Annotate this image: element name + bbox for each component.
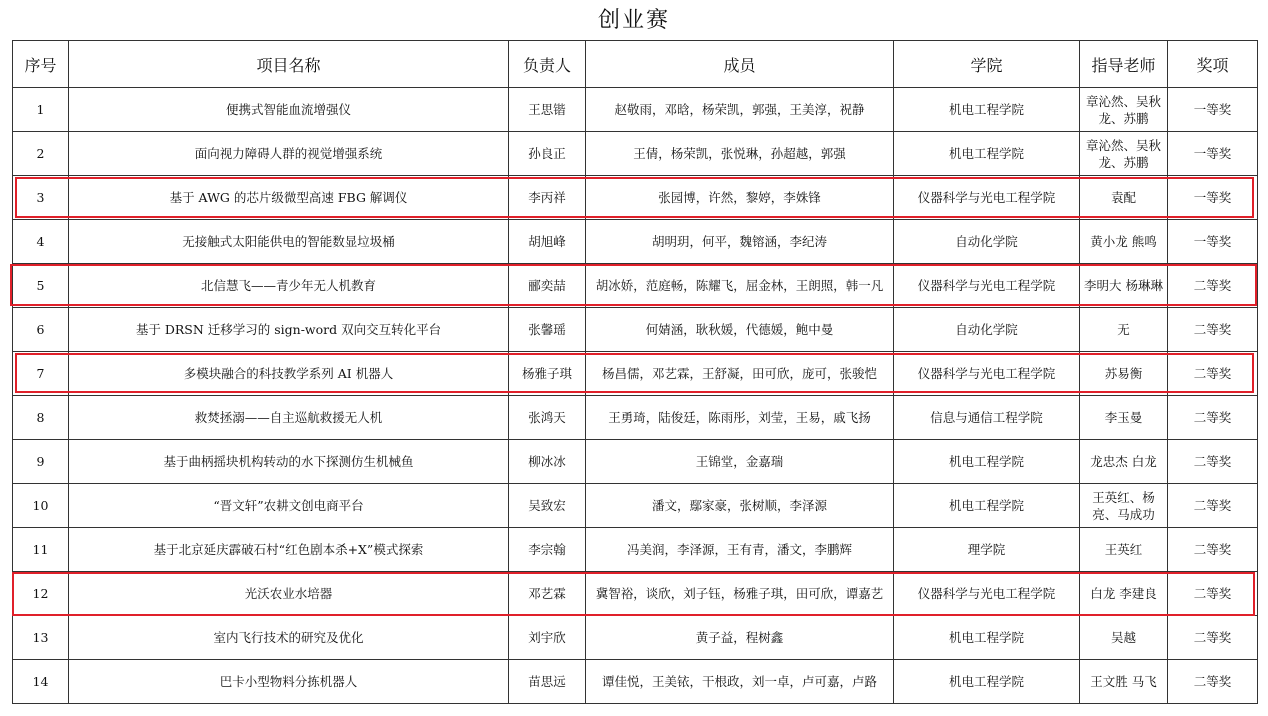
- cell-index: 9: [13, 440, 69, 484]
- cell-project: 救焚拯溺——自主巡航救援无人机: [69, 396, 509, 440]
- cell-award: 二等奖: [1168, 440, 1258, 484]
- cell-index: 11: [13, 528, 69, 572]
- cell-college: 自动化学院: [894, 308, 1080, 352]
- cell-leader: 郦奕喆: [509, 264, 586, 308]
- cell-advisor: 龙忠杰 白龙: [1080, 440, 1168, 484]
- header-college: 学院: [894, 41, 1080, 88]
- cell-leader: 李丙祥: [509, 176, 586, 220]
- cell-advisor: 王文胜 马飞: [1080, 660, 1168, 704]
- cell-leader: 李宗翰: [509, 528, 586, 572]
- cell-members: 谭佳悦，王美铱，干根政，刘一卓，卢可嘉，卢路: [586, 660, 894, 704]
- cell-leader: 张鸿天: [509, 396, 586, 440]
- table-row: [13, 220, 1258, 264]
- header-advisor: 指导老师: [1080, 41, 1168, 88]
- cell-index: 14: [13, 660, 69, 704]
- cell-leader: 邓艺霖: [509, 572, 586, 616]
- highlight-box-row-7: [15, 353, 1254, 393]
- cell-advisor: 黄小龙 熊鸣: [1080, 220, 1168, 264]
- cell-project: 面向视力障碍人群的视觉增强系统: [69, 132, 509, 176]
- cell-award: 二等奖: [1168, 484, 1258, 528]
- cell-project: 基于曲柄摇块机构转动的水下探测仿生机械鱼: [69, 440, 509, 484]
- cell-advisor: 白龙 李建良: [1080, 572, 1168, 616]
- cell-college: 理学院: [894, 528, 1080, 572]
- cell-college: 仪器科学与光电工程学院: [894, 352, 1080, 396]
- cell-project: 便携式智能血流增强仪: [69, 88, 509, 132]
- cell-leader: 胡旭峰: [509, 220, 586, 264]
- table-row: [13, 528, 1258, 572]
- cell-college: 仪器科学与光电工程学院: [894, 176, 1080, 220]
- cell-college: 机电工程学院: [894, 616, 1080, 660]
- header-leader: 负责人: [509, 41, 586, 88]
- header-project: 项目名称: [69, 41, 509, 88]
- cell-leader: 孙良正: [509, 132, 586, 176]
- table-row: [13, 88, 1258, 132]
- cell-advisor: 吴越: [1080, 616, 1168, 660]
- cell-college: 机电工程学院: [894, 660, 1080, 704]
- cell-college: 仪器科学与光电工程学院: [894, 572, 1080, 616]
- cell-leader: 吴致宏: [509, 484, 586, 528]
- cell-college: 机电工程学院: [894, 440, 1080, 484]
- cell-members: 黄子益，程树鑫: [586, 616, 894, 660]
- cell-award: 二等奖: [1168, 264, 1258, 308]
- cell-award: 一等奖: [1168, 220, 1258, 264]
- cell-award: 一等奖: [1168, 132, 1258, 176]
- cell-college: 机电工程学院: [894, 484, 1080, 528]
- cell-members: 杨昌儒，邓艺霖，王舒凝，田可欣，庞可，张骏恺: [586, 352, 894, 396]
- cell-award: 二等奖: [1168, 616, 1258, 660]
- cell-advisor: 袁配: [1080, 176, 1168, 220]
- cell-members: 张园博，许然，黎婷，李姝锋: [586, 176, 894, 220]
- cell-members: 赵敬雨，邓晗，杨荣凯，郭强，王美淳，祝静: [586, 88, 894, 132]
- cell-members: 王倩，杨荣凯，张悦琳，孙超越，郭强: [586, 132, 894, 176]
- table-header-row: [13, 41, 1258, 88]
- cell-college: 机电工程学院: [894, 132, 1080, 176]
- cell-project: 基于 DRSN 迁移学习的 sign-word 双向交互转化平台: [69, 308, 509, 352]
- cell-members: 胡冰娇，范庭畅，陈耀飞，屈金林，王朗照，韩一凡: [586, 264, 894, 308]
- cell-leader: 张馨瑶: [509, 308, 586, 352]
- cell-index: 10: [13, 484, 69, 528]
- header-award: 奖项: [1168, 41, 1258, 88]
- cell-award: 一等奖: [1168, 88, 1258, 132]
- cell-index: 12: [13, 572, 69, 616]
- cell-project: 巴卡小型物料分拣机器人: [69, 660, 509, 704]
- cell-project: “晋文轩”农耕文创电商平台: [69, 484, 509, 528]
- cell-index: 7: [13, 352, 69, 396]
- cell-advisor: 王英红: [1080, 528, 1168, 572]
- cell-index: 2: [13, 132, 69, 176]
- cell-award: 二等奖: [1168, 572, 1258, 616]
- highlight-box-row-3: [15, 177, 1254, 218]
- table-row: [13, 660, 1258, 704]
- cell-index: 8: [13, 396, 69, 440]
- cell-award: 二等奖: [1168, 396, 1258, 440]
- header-members: 成员: [586, 41, 894, 88]
- cell-advisor: 王英红、杨亮、马成功: [1080, 484, 1168, 528]
- table-row: [13, 396, 1258, 440]
- header-index: 序号: [13, 41, 69, 88]
- cell-project: 基于 AWG 的芯片级微型高速 FBG 解调仪: [69, 176, 509, 220]
- highlight-box-row-5: [10, 264, 1257, 306]
- cell-advisor: 李明大 杨琳琳: [1080, 264, 1168, 308]
- cell-award: 一等奖: [1168, 176, 1258, 220]
- cell-advisor: 章沁然、吴秋龙、苏鹏: [1080, 88, 1168, 132]
- cell-project: 无接触式太阳能供电的智能数显垃圾桶: [69, 220, 509, 264]
- cell-advisor: 无: [1080, 308, 1168, 352]
- cell-award: 二等奖: [1168, 308, 1258, 352]
- cell-index: 3: [13, 176, 69, 220]
- cell-leader: 刘宇欣: [509, 616, 586, 660]
- highlight-box-row-12: [12, 572, 1255, 616]
- cell-college: 机电工程学院: [894, 88, 1080, 132]
- cell-index: 4: [13, 220, 69, 264]
- table-row: [13, 484, 1258, 528]
- cell-index: 13: [13, 616, 69, 660]
- cell-college: 自动化学院: [894, 220, 1080, 264]
- cell-members: 胡明玥，何平，魏镕涵，李纪涛: [586, 220, 894, 264]
- cell-award: 二等奖: [1168, 660, 1258, 704]
- cell-college: 信息与通信工程学院: [894, 396, 1080, 440]
- cell-leader: 苗思远: [509, 660, 586, 704]
- cell-project: 多模块融合的科技教学系列 AI 机器人: [69, 352, 509, 396]
- table-row: [13, 132, 1258, 176]
- cell-advisor: 李玉曼: [1080, 396, 1168, 440]
- cell-award: 二等奖: [1168, 352, 1258, 396]
- cell-project: 北信慧飞——青少年无人机教育: [69, 264, 509, 308]
- cell-members: 潘文，鄢家豪，张树顺，李泽源: [586, 484, 894, 528]
- cell-project: 光沃农业水培器: [69, 572, 509, 616]
- table-row: [13, 440, 1258, 484]
- cell-members: 王勇琦，陆俊廷，陈雨彤，刘莹，王易，戚飞扬: [586, 396, 894, 440]
- cell-members: 冀智裕，谈欣，刘子钰，杨雅子琪，田可欣，谭嘉艺: [586, 572, 894, 616]
- cell-members: 王锦堂，金嘉瑞: [586, 440, 894, 484]
- cell-advisor: 苏易衡: [1080, 352, 1168, 396]
- cell-project: 基于北京延庆霹破石村“红色剧本杀+X”模式探索: [69, 528, 509, 572]
- cell-college: 仪器科学与光电工程学院: [894, 264, 1080, 308]
- cell-members: 冯美润，李泽源，王有青，潘文，李鹏辉: [586, 528, 894, 572]
- cell-index: 1: [13, 88, 69, 132]
- table-row: [13, 308, 1258, 352]
- cell-project: 室内飞行技术的研究及优化: [69, 616, 509, 660]
- table-row: [13, 616, 1258, 660]
- cell-index: 6: [13, 308, 69, 352]
- page-title: 创业赛: [597, 8, 670, 33]
- cell-leader: 王思锴: [509, 88, 586, 132]
- cell-award: 二等奖: [1168, 528, 1258, 572]
- cell-members: 何婧涵，耿秋媛，代德媛，鲍中曼: [586, 308, 894, 352]
- cell-index: 5: [13, 264, 69, 308]
- cell-leader: 柳冰冰: [509, 440, 586, 484]
- cell-leader: 杨雅子琪: [509, 352, 586, 396]
- cell-advisor: 章沁然、吴秋龙、苏鹏: [1080, 132, 1168, 176]
